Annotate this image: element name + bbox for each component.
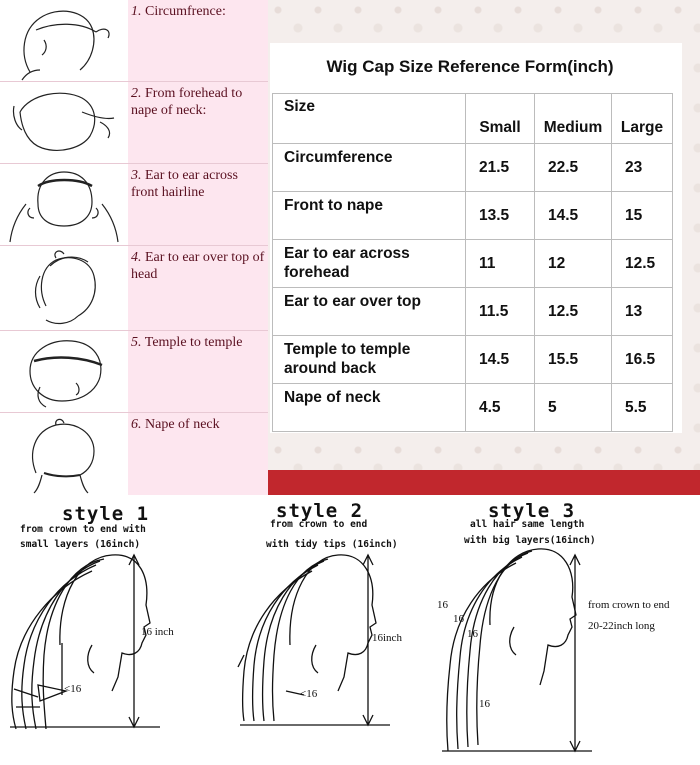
table-header-row — [273, 94, 673, 144]
cell-large: 13 — [612, 288, 673, 336]
layer-label: <16 — [64, 683, 82, 695]
table-row — [273, 336, 673, 384]
step-circumference — [0, 0, 268, 82]
layer-label: <16 — [300, 688, 318, 700]
head-ear-front-illustration — [0, 164, 128, 245]
cell-medium: 14.5 — [535, 192, 612, 240]
step-number: 6. — [131, 417, 142, 432]
style-description-line1: from crown to end with — [20, 524, 146, 535]
cell-small: 11 — [466, 240, 535, 288]
row-label: Circumference — [273, 144, 466, 192]
cell-large: 15 — [612, 192, 673, 240]
step-label: Ear to ear across front hairline — [131, 168, 238, 200]
cell-small: 4.5 — [466, 384, 535, 432]
header-size: Size — [273, 94, 466, 144]
layer-label: 16 — [437, 599, 448, 611]
row-label: Front to nape — [273, 192, 466, 240]
style-3 — [432, 495, 700, 765]
style-description-line1: all hair same length — [470, 519, 585, 530]
step-label: Ear to ear over top of head — [131, 250, 265, 282]
row-label: Ear to ear over top — [273, 288, 466, 336]
cell-large: 23 — [612, 144, 673, 192]
step-label: From forehead to nape of neck: — [131, 86, 243, 118]
head-temple-illustration — [0, 331, 128, 412]
style-1 — [0, 495, 230, 765]
head-sketch-6 — [0, 413, 128, 495]
step-label: Temple to temple — [144, 335, 243, 350]
header-small: Small — [466, 94, 535, 144]
style-title: style 2 — [276, 500, 364, 522]
style-description-line2: with big layers(16inch) — [464, 535, 596, 546]
cell-large: 12.5 — [612, 240, 673, 288]
cell-medium: 5 — [535, 384, 612, 432]
size-table-title: Wig Cap Size Reference Form(inch) — [326, 57, 614, 76]
cell-small: 11.5 — [466, 288, 535, 336]
head-forehead-nape-illustration — [0, 82, 128, 163]
step-label: Circumfrence: — [145, 4, 226, 19]
red-divider-bar — [268, 470, 700, 495]
step-number: 5. — [131, 335, 142, 350]
head-circumference-illustration — [0, 0, 128, 81]
step-nape-of-neck — [0, 413, 268, 495]
layer-label: 16 — [467, 628, 478, 640]
hair-styles-section — [0, 495, 700, 765]
head-sketch-3 — [0, 164, 128, 245]
head-nape-illustration — [0, 413, 128, 495]
length-label: 16inch — [372, 632, 402, 644]
cell-medium: 22.5 — [535, 144, 612, 192]
table-row — [273, 192, 673, 240]
length-label-line1: from crown to end — [588, 599, 670, 611]
cell-large: 5.5 — [612, 384, 673, 432]
step-ear-to-ear-top — [0, 246, 268, 331]
measurement-steps — [0, 0, 268, 495]
layer-label: 16 — [453, 613, 464, 625]
row-label: Ear to ear across forehead — [273, 240, 466, 288]
head-sketch-2 — [0, 82, 128, 163]
cell-small: 21.5 — [466, 144, 535, 192]
layer-label: 16 — [479, 698, 490, 710]
step-forehead-to-nape — [0, 82, 268, 164]
step-label: Nape of neck — [145, 417, 220, 432]
step-number: 4. — [131, 250, 142, 265]
table-row — [273, 144, 673, 192]
step-number: 1. — [131, 4, 142, 19]
row-label: Nape of neck — [273, 384, 466, 432]
style-title: style 1 — [62, 503, 150, 525]
step-ear-to-ear-front — [0, 164, 268, 246]
cell-small: 13.5 — [466, 192, 535, 240]
size-table — [272, 93, 673, 432]
cell-medium: 12 — [535, 240, 612, 288]
cell-large: 16.5 — [612, 336, 673, 384]
table-row — [273, 288, 673, 336]
header-large: Large — [612, 94, 673, 144]
style-2-illustration — [220, 495, 440, 765]
cell-medium: 15.5 — [535, 336, 612, 384]
header-medium: Medium — [535, 94, 612, 144]
cell-small: 14.5 — [466, 336, 535, 384]
table-row — [273, 384, 673, 432]
step-number: 2. — [131, 86, 142, 101]
head-ear-top-illustration — [0, 246, 128, 330]
head-sketch-1 — [0, 0, 128, 81]
style-title: style 3 — [488, 500, 576, 522]
style-description-line2: small layers (16inch) — [20, 539, 141, 550]
style-description-line1: from crown to end — [270, 519, 368, 530]
head-sketch-5 — [0, 331, 128, 412]
length-label: 16 inch — [141, 626, 174, 638]
style-description-line2: with tidy tips (16inch) — [266, 539, 398, 550]
step-number: 3. — [131, 168, 142, 183]
table-row — [273, 240, 673, 288]
size-reference-card — [270, 43, 682, 433]
style-1-illustration — [0, 495, 230, 765]
step-temple-to-temple — [0, 331, 268, 413]
head-sketch-4 — [0, 246, 128, 330]
cell-medium: 12.5 — [535, 288, 612, 336]
row-label: Temple to temple around back — [273, 336, 466, 384]
length-label-line2: 20-22inch long — [588, 620, 655, 632]
style-2 — [220, 495, 440, 765]
